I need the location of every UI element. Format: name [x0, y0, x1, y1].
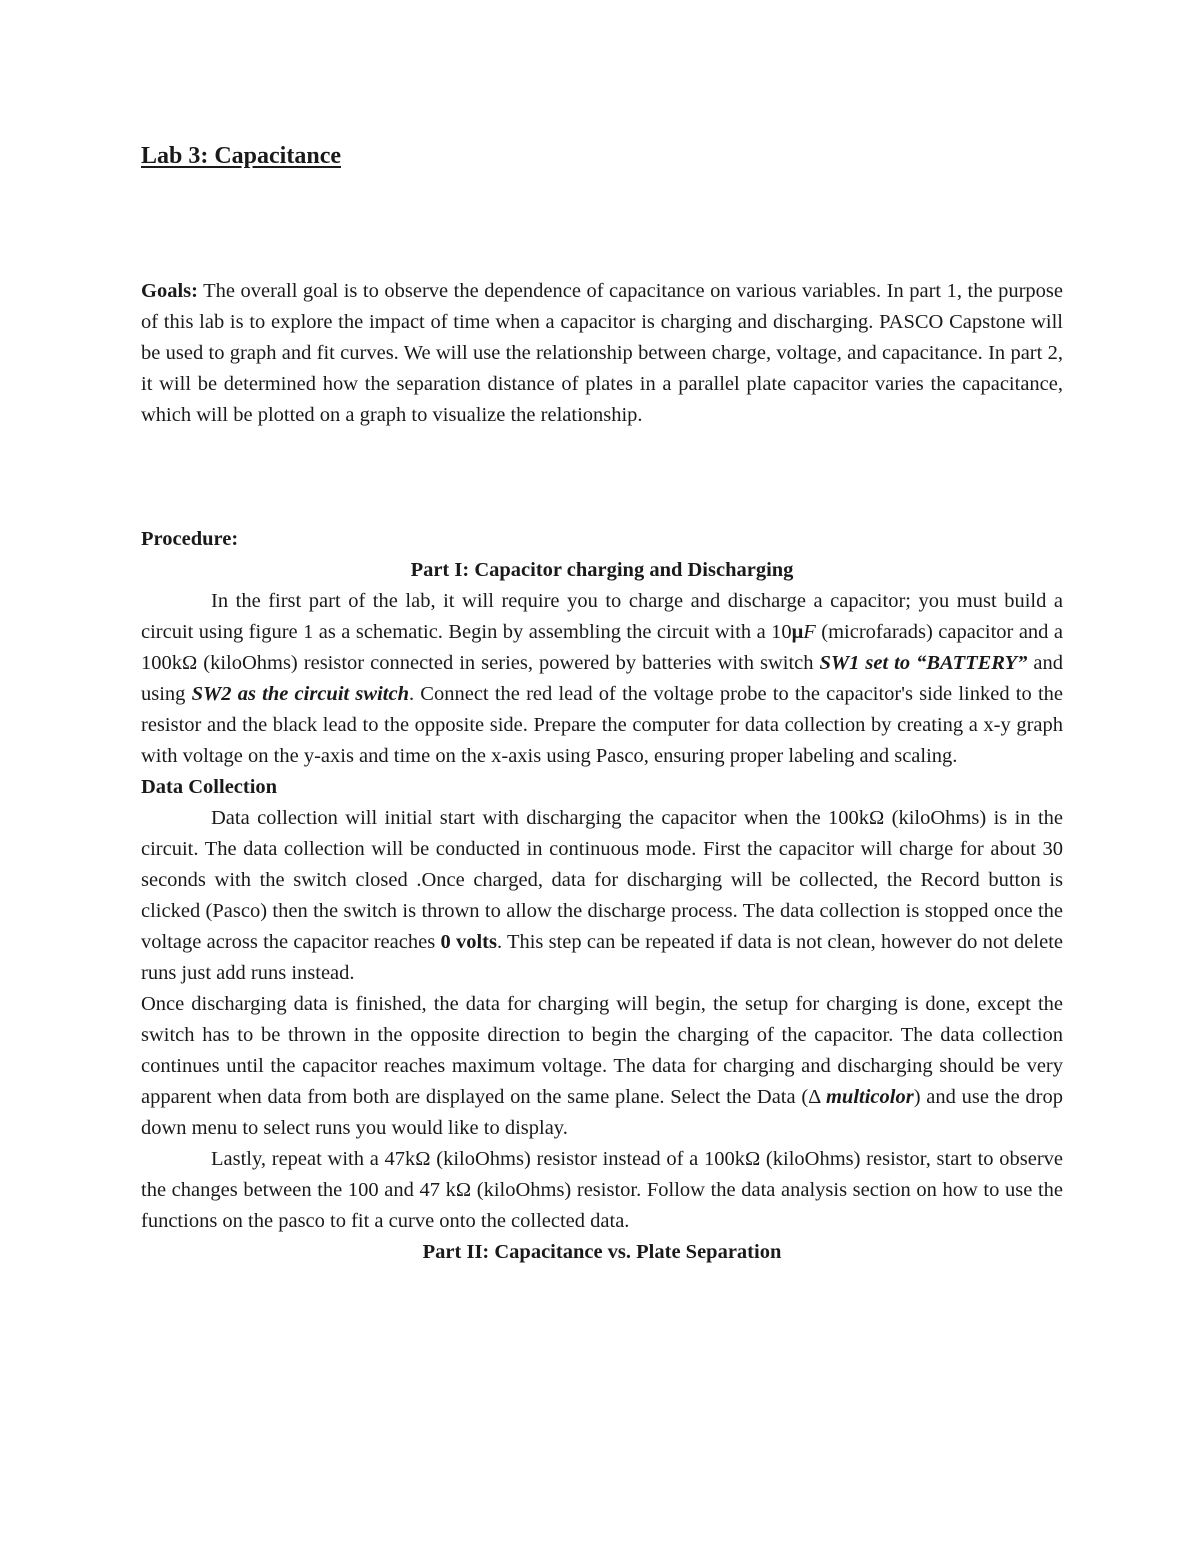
part1-text-a: In the first part of the lab, it will require you to charge and discharge a capacitor; you must build a circuit using figure 1 as a schematic. Begin by assembling the circuit with a 10: [141, 590, 1063, 643]
dc-text-b: . This step can be repeated if data is not clean, however do not delete runs just add runs instead.: [141, 931, 1063, 984]
goals-label: Goals:: [141, 280, 198, 302]
part1-paragraph: [141, 586, 1063, 772]
sw1-setting: SW1 set to “BATTERY”: [819, 652, 1028, 674]
charging-text-b: ) and use the drop down menu to select runs you would like to display.: [141, 1086, 1064, 1139]
data-collection-heading: Data Collection: [141, 776, 278, 798]
part1-heading: Part I: Capacitor charging and Discharging: [410, 559, 794, 581]
page-title: Lab 3: Capacitance: [141, 143, 341, 169]
data-collection-paragraph: [141, 803, 1063, 989]
procedure-heading: Procedure:: [141, 528, 239, 550]
sw2-setting: SW2 as the circuit switch: [191, 683, 409, 705]
part1-text-b: (microfarads) capacitor and a 100kΩ (kiloOhms) resistor connected in series, powered by batteries with switch: [141, 621, 1063, 674]
charging-paragraph: [141, 989, 1063, 1144]
delta-symbol: Δ: [808, 1086, 826, 1108]
unit-f: F: [803, 621, 816, 643]
part1-text-c: and using: [141, 652, 1063, 705]
procedure-section: [141, 524, 1063, 1268]
goals-text: The overall goal is to observe the dependence of capacitance on various variables. In part 1, the purpose of this lab is to explore the impact of time when a capacitor is charging and discharging. PASCO Capstone will be used to graph and fit curves. We will use the relationship between charge, voltage, and capacitance. In part 2, it will be determined how the separation distance of plates in a parallel plate capacitor varies the capacitance, which will be plotted on a graph to visualize the relationship.: [141, 280, 1063, 426]
lastly-paragraph: Lastly, repeat with a 47kΩ (kiloOhms) resistor instead of a 100kΩ (kiloOhms) resistor, start to observe the changes between the 100 and 47 kΩ (kiloOhms) resistor. Follow the data analysis section on how to use the functions on the pasco to fit a curve onto the collected data.: [141, 1148, 1063, 1232]
dc-text-a: Data collection will initial start with discharging the capacitor when the 100kΩ (kiloOhms) is in the circuit. The data collection will be conducted in continuous mode. First the capacitor will charge for about 30 seconds with the switch closed .Once charged, data for discharging will be collected, the Record button is clicked (Pasco) then the switch is thrown to allow the discharge process. The data collection is stopped once the voltage across the capacitor reaches: [141, 807, 1063, 953]
charging-text-a: Once discharging data is finished, the data for charging will begin, the setup for charging is done, except the switch has to be thrown in the opposite direction to begin the charging of the capacitor. The data collection continues until the capacitor reaches maximum voltage. The data for charging and discharging should be very apparent when data from both are displayed on the same plane. Select the Data (: [141, 993, 1063, 1108]
part2-heading: Part II: Capacitance vs. Plate Separation: [422, 1241, 782, 1263]
unit-mu: μ: [791, 621, 804, 643]
multicolor-term: multicolor: [825, 1086, 914, 1108]
zero-volts: 0 volts: [440, 931, 497, 953]
goals-paragraph: [141, 276, 1063, 431]
part1-text-d: . Connect the red lead of the voltage probe to the capacitor's side linked to the resistor and the black lead to the opposite side. Prepare the computer for data collection by creating a x-y graph with voltage on the y-axis and time on the x-axis using Pasco, ensuring proper labeling and scaling.: [141, 683, 1063, 767]
